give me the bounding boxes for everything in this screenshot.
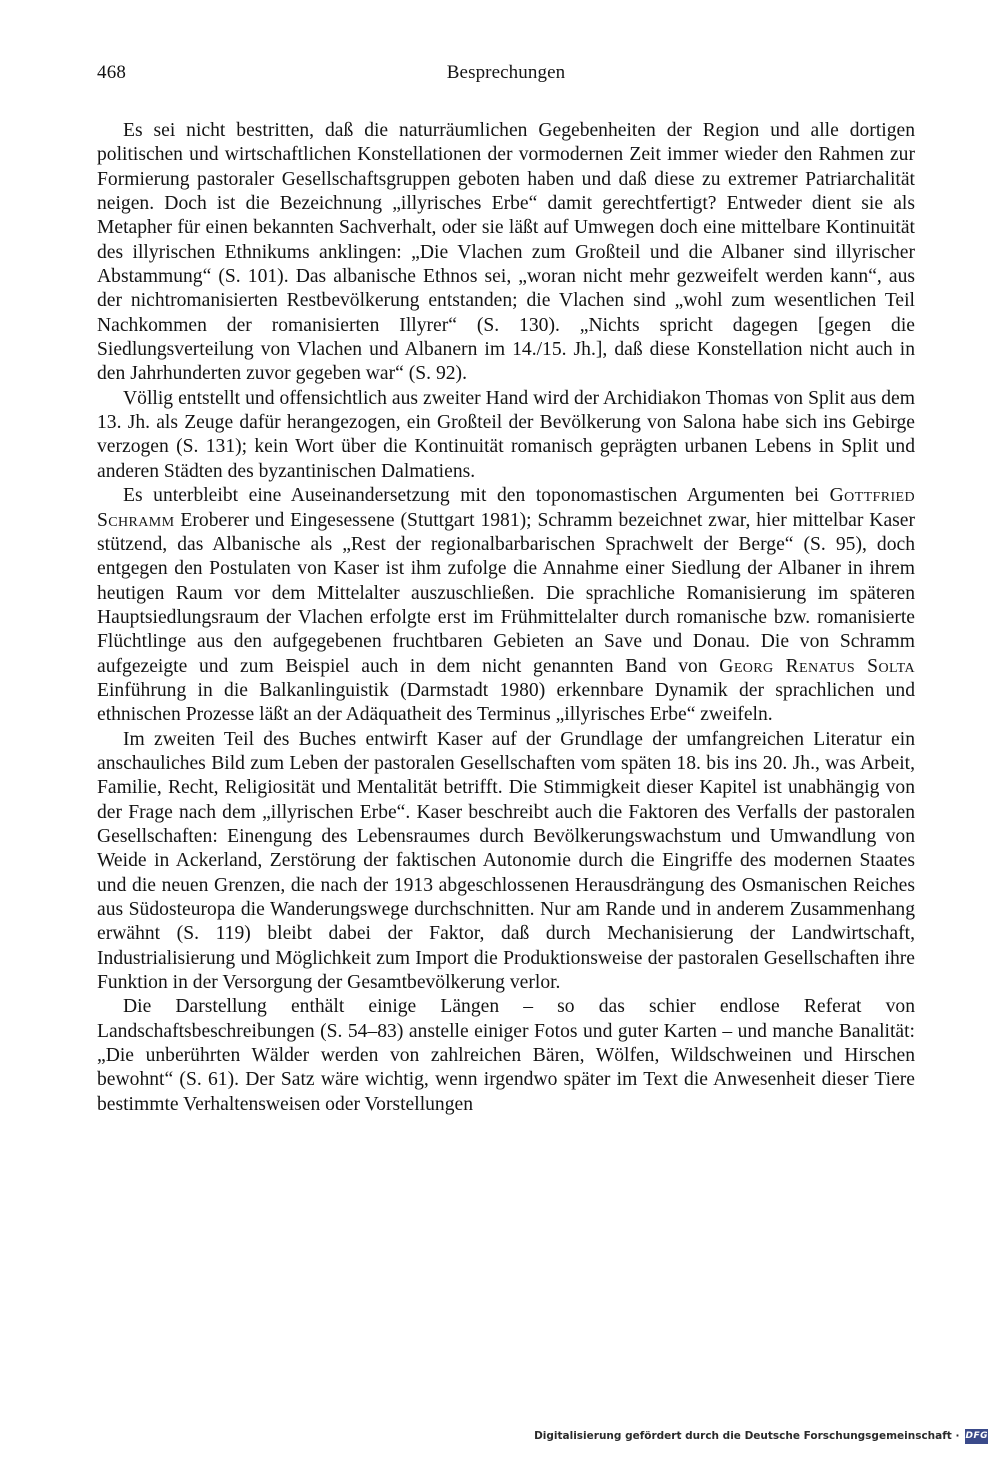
paragraph-thomas-of-split — [97, 387, 915, 484]
dfg-logo-icon: DFG — [965, 1429, 988, 1444]
paragraph-schramm — [97, 484, 915, 727]
article-body — [97, 119, 915, 1117]
paragraph-text: Völlig entstellt und offensichtlich aus zweiter Hand wird der Archidiakon Thomas von Split aus dem 13. Jh. als Zeuge dafür herangezogen, ein Großteil der Bevölkerung von Salona habe sich ins Gebirge verzogen (S. 131); kein Wort über die Kontinuität romanisch geprägten urbanen Lebens in Split und anderen Städten des byzantinischen Dalmatiens. — [97, 387, 915, 482]
paragraph-text: Die Darstellung enthält einige Längen – so das schier endlose Referat von Landschaftsbeschreibungen (S. 54–83) anstelle einiger Fotos und guter Karten – und manche Banalität: „Die unberührten Wälder werden von zahlreichen Bären, Wölfen, Wildschweinen und Hirschen bewohnt“ (S. 61). Der Satz wäre wichtig, wenn irgendwo später im Text die Anwesenheit dieser Tiere bestimmte Verhaltensweisen oder Vorstellungen — [97, 996, 915, 1115]
page-header — [97, 62, 915, 92]
paragraph-illyrian-heritage — [97, 119, 915, 387]
author-name-schramm: Gottfried Schramm — [97, 485, 915, 531]
page-number: 468 — [97, 62, 127, 83]
paragraph-presentation — [97, 995, 915, 1117]
paragraph-second-part — [97, 728, 915, 996]
paragraph-text: Einführung in die Balkanlinguistik (Darmstadt 1980) erkennbare Dynamik der sprachlichen und ethnischen Prozesse läßt an der Adäquatheit des Terminus „illyrisches Erbe“ zweifeln. — [97, 679, 915, 726]
paragraph-text: Eroberer und Eingesessene (Stuttgart 1981); Schramm bezeichnet zwar, hier mittelbar Kaser stützend, das Albanische als „Rest der regionalbarbarischen Sprachwelt der Berge“ (S. 95), doch entgegen den Postulaten von Kaser ist ihm zufolge die Annahme einer Siedlung der Albaner in ihrem heutigen Raum vor dem Mittelalter auszuschließen. Die sprachliche Romanisierung im späteren Hauptsiedlungsraum der Vlachen erfolgte erst im Frühmittelalter durch romanische bzw. romanisierte Flüchtlinge aus den aufgegebenen fruchtbaren Gebieten an Save und Donau. Die von Schramm aufgezeigte und zum Beispiel auch in dem nicht genannten Band von — [97, 509, 915, 677]
digitization-text: Digitalisierung gefördert durch die Deutsche Forschungsgemeinschaft · — [534, 1430, 960, 1442]
running-head: Besprechungen — [446, 62, 566, 83]
paragraph-text: Es unterbleibt eine Auseinandersetzung mit den toponomastischen Argumenten bei — [123, 485, 830, 507]
paragraph-text: Im zweiten Teil des Buches entwirft Kaser auf der Grundlage der umfangreichen Literatur ein anschauliches Bild zum Leben der pastoralen Gesellschaften vom späten 18. bis ins 20. Jh., was Arbeit, Familie, Recht, Religiosität und Mentalität betrifft. Die Stimmigkeit dieser Kapitel ist unabhängig von der Frage nach dem „illyrischen Erbe“. Kaser beschreibt auch die Faktoren des Verfalls der pastoralen Gesellschaften: Einengung des Lebensraumes durch Bevölkerungswachstum und Umwandlung von Weide in Ackerland, Zerstörung der faktischen Autonomie durch die Eingriffe des modernen Staates und die neuen Grenzen, die nach der 1913 abgeschlossenen Herausdrängung des Osmanischen Reiches aus Südosteuropa die Wanderungswege durchschnitten. Nur am Rande und in anderem Zusammenhang erwähnt (S. 119) bleibt dabei der Faktor, daß durch Mechanisierung der Landwirtschaft, Industrialisierung und Möglichkeit zum Import die Produktionsweise der pastoralen Gesellschaften ihre Funktion in der Versorgung der Gesamtbevölkerung verlor. — [97, 728, 915, 994]
author-name-solta: Georg Renatus Solta — [719, 655, 915, 677]
paragraph-text: Es sei nicht bestritten, daß die naturräumlichen Gegebenheiten der Region und alle dortigen politischen und wirtschaftlichen Konstellationen der vormodernen Zeit immer wieder den Rahmen zur Formierung pastoraler Gesellschaftsgruppen geboten haben und daß diese zu extremer Patriarchalität neigen. Doch ist die Bezeichnung „illyrisches Erbe“ damit gerechtfertigt? Entweder dient sie als Metapher für einen bekannten Sachverhalt, oder sie läßt auf Umwegen doch eine mittelbare Kontinuität des illyrischen Ethnikums anklingen: „Die Vlachen zum Großteil und die Albaner sind illyrischer Abstammung“ (S. 101). Das albanische Ethnos sei, „woran nicht mehr gezweifelt werden kann“, aus der nichtromanisierten Restbevölkerung entstanden; die Vlachen sind „wohl zum wesentlichen Teil Nachkommen der romanisierten Illyrer“ (S. 130). „Nichts spricht dagegen [gegen die Siedlungsverteilung von Vlachen und Albanern im 14./15. Jh.], daß diese Konstellation nicht auch in den Jahrhunderten zuvor gegeben war“ (S. 92). — [97, 120, 915, 385]
digitization-notice — [534, 1426, 988, 1446]
